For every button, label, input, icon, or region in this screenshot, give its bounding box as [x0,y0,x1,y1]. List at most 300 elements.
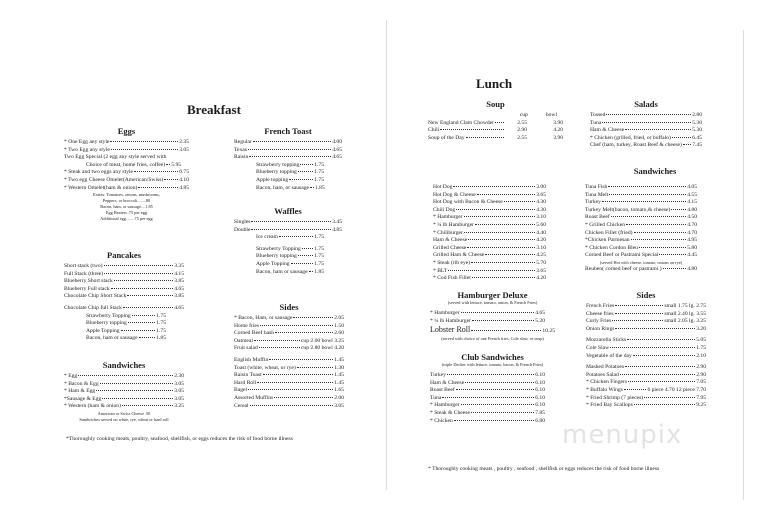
item-price: 3.05 [334,402,344,409]
soup-heading: Soup [486,99,505,109]
menu-item [64,139,189,147]
item-name: * Grilled Chicken [585,221,626,228]
item-name: Short stack (two) [64,263,103,269]
menu-item [590,127,702,135]
menu-item [64,388,184,396]
item-price: 4.55 [687,191,697,198]
dot-leader [464,232,535,233]
dot-leader [627,339,695,340]
menu-item [430,310,545,318]
menu-item [433,199,546,207]
dot-leader [164,179,178,180]
dot-leader [134,171,178,172]
menu-item [430,318,545,326]
item-name: Blueberry topping [256,253,297,260]
item-name: * Egg [64,373,78,379]
page-edge [743,30,744,500]
item-name: Toast (white, wheat, or rye) [234,364,296,371]
section-heading: Waffles [274,206,302,216]
menu-item [430,418,545,426]
dot-leader [602,122,691,123]
item-price: 1.85 [156,335,166,342]
item-name: Bagel [234,387,248,394]
item-price: 10.25 [542,328,555,335]
item-price: cup 2.00 bowl 3.25 [300,337,344,344]
menu-item [64,381,184,389]
menu-item [590,142,702,150]
item-name: Mozzarella Sticks [586,337,627,344]
menu-item [234,261,342,269]
item-name: * Hamburger [430,310,460,316]
dot-leader [250,405,334,406]
item-name: Corned Beef or Pastrami Special [585,252,659,259]
club-sandwiches-heading: Club Sandwiches [461,352,524,362]
section-heading: Pancakes [107,250,141,260]
item-name: * Chicken Cordon Bleu [585,244,638,251]
item-name: English Muffin [234,356,269,363]
dot-leader [453,186,535,187]
item-note: American or Swiss Cheese .50 [97,410,151,416]
item-price: cup 2.80 bowl 4.20 [300,345,344,352]
item-note: Sandwiches served on white, rye, wheat or hard roll [79,416,169,422]
dot-leader [259,347,300,348]
item-name: Chef (ham, turkey, Roast Beef & cheese) [590,142,682,149]
item-name: * Western Omelet(ham & onion) [64,184,138,191]
menu-item [64,177,189,185]
item-price: 6.10 [535,379,545,386]
dot-leader [123,307,173,308]
menu-item [234,169,342,177]
item-name: Cole Slaw [586,344,610,351]
item-price: 3.05 [174,395,184,402]
dot-leader [633,355,695,356]
item-price: 4.45 [687,252,697,259]
item-price: 1.75 [314,253,324,260]
item-price: 2.35 [179,139,189,145]
item-name: * Two Egg any style [64,146,110,153]
menu-item [234,372,344,380]
item-name: Apple Topping [256,260,290,267]
item-price: 4.70 [687,221,697,228]
menu-item [433,222,546,230]
item-price: 3.00 [536,184,546,190]
item-name: *Sausage & Egg [64,395,102,402]
menu-item [433,268,546,276]
cup-price: 2.55 [517,119,527,126]
dot-leader [634,232,687,233]
item-note: Egg Beaters .75 per egg [105,210,148,216]
menu-item [234,387,344,395]
dot-leader [127,295,173,296]
menu-item [234,234,342,242]
dot-leader [291,263,314,264]
item-price: 2.05 [334,315,344,321]
dot-leader [297,367,333,368]
item-name: Strawberry Topping [86,312,131,319]
dot-leader [671,209,686,210]
watermark: menupix [562,420,683,450]
item-name: * Chicken Fingers [586,379,628,386]
menu-item [64,328,184,336]
item-price: 1.75 [314,260,324,267]
item-name: * Chiliburger [433,229,463,236]
item-price: 3.85 [174,278,184,285]
section-heading: French Toast [264,126,312,136]
breakfast-sides-section [234,302,344,410]
dot-leader [254,340,300,341]
item-name: Turkey Melt(bacon, tomato,& cheese) [585,206,671,213]
dot-leader [602,201,686,202]
dot-leader [263,374,334,375]
item-price: 4.30 [536,206,546,213]
item-price: 6.10 [535,387,545,394]
item-price: 3.05 [179,146,189,153]
item-name: Mashed Potatoes [586,364,625,371]
item-price: 1.45 [334,379,344,386]
dot-leader [138,187,178,188]
item-name: Full Stack (three) [64,270,104,277]
dot-leader [609,194,686,195]
dot-leader [634,404,695,405]
menu-item [585,184,697,192]
item-price: 3.05 [174,388,184,395]
menu-item [234,365,344,373]
menu-item [430,402,545,410]
menu-item [433,192,546,200]
lunch-sides-section [586,290,706,410]
dot-leader [456,209,535,210]
item-price: 4.15 [174,270,184,277]
hamburger-deluxe-section [430,290,555,342]
dot-leader [625,366,695,367]
soup-item [428,135,563,143]
hamburger-deluxe-heading: Hamburger Deluxe [457,290,528,300]
item-price: 4.20 [536,237,546,244]
item-price: 2.90 [696,364,706,371]
item-price: 2.30 [174,373,184,379]
item-price: 1.75 [696,344,706,351]
menu-item [586,379,706,387]
cup-price: 2.55 [517,134,527,141]
item-name: Cheese fries [586,310,614,317]
dot-leader [257,382,333,383]
dot-leader [672,137,691,138]
item-name: * Steak and two eggs any style [64,169,133,176]
dot-leader [447,374,534,375]
item-name: Cereal [234,402,249,409]
lunch-footer-note: * Thoroughly cooking meats , poultry , seafood , shellfish or eggs reduces the risk of food borne illness [428,466,660,472]
item-name: Choice of meat, home fries, coffee) [86,161,166,168]
item-price: 1.75 [156,327,166,334]
menu-item [586,337,706,345]
menu-item [590,112,702,120]
item-name: Double [234,226,251,233]
item-name: * Western (ham & onion) [64,403,121,410]
section-heading: Eggs [117,126,136,136]
dot-leader [612,320,663,321]
dot-leader [659,254,686,255]
dot-leader [615,328,695,329]
item-name: Singles [234,219,251,225]
item-name: Potatoes Salad [586,371,619,378]
dot-leader [467,247,535,248]
menu-item [430,410,545,418]
item-name: Blueberry topping [256,169,297,176]
dot-leader [442,397,534,398]
item-price: 6.10 [535,402,545,409]
menu-item [585,266,697,274]
menu-item [234,380,344,388]
item-price: 4.70 [687,229,697,236]
menu-item [64,403,184,411]
lobster-roll-note: (served with choice of one French fries, Cole slaw, or soup) [441,336,544,342]
item-price: 5.95 [171,161,182,168]
item-price: 4.80 [687,265,697,272]
item-name: Ham & Cheese [433,237,468,244]
item-price: 4.00 [332,139,342,145]
item-name: Apple Topping [86,327,120,334]
bowl-price: 3.90 [553,134,563,141]
dot-leader [300,164,313,165]
dot-leader [122,405,173,406]
item-price: 4.65 [535,310,545,316]
menu-item [590,120,702,128]
menu-item [433,184,546,192]
dot-leader [456,389,535,390]
item-price: 1.75 [156,312,166,319]
dot-leader [471,412,534,413]
menu-item [585,214,697,222]
item-name: * Chicken (grilled, fried, or buffalo) [590,134,671,141]
item-name: * ¼ lb Hamburger [433,221,474,228]
menu-item [586,353,706,361]
bowl-column-header: bowl [545,112,557,118]
item-price: 3.05 [174,380,184,387]
menu-item [433,237,546,245]
dot-leader [78,375,173,376]
menu-item [430,395,545,403]
item-name: Chili Dog [433,206,456,213]
menu-item [234,246,342,254]
menu-item [234,253,342,261]
dot-leader [298,171,313,172]
item-name: Lobster Roll [430,325,471,335]
dot-leader [114,280,173,281]
sandwiches-heading: Sandwiches [633,166,677,176]
menu-item [433,245,546,253]
item-name: Curly Fries [586,318,612,325]
menu-item [433,252,546,260]
item-price: 7.05 [696,379,706,386]
menu-item [585,237,697,245]
item-name: * ¼ lb Hamburger [430,317,471,324]
menu-item [64,169,189,177]
menu-item [234,162,342,170]
menu-item [433,275,546,283]
menu-item [585,222,697,230]
item-name: Home fries [234,322,260,329]
dot-leader [475,224,535,225]
item-price: 6 piece 4.70 12 piece 7.70 [647,386,706,393]
item-name: Tuna [590,119,602,126]
item-name: Turkey [585,199,601,206]
bowl-price: 3.90 [553,119,563,126]
dot-leader [606,114,691,115]
item-price: 1.75 [314,234,324,241]
menu-item [585,199,697,207]
item-name: French Fries [586,303,615,309]
dot-leader [610,347,695,348]
item-name: Bacon, ham, or sausage [256,184,309,191]
item-price: 1.30 [334,364,344,371]
dot-leader [289,179,313,180]
dot-leader [466,137,504,138]
item-price: 1.75 [314,161,324,168]
item-price: 5.30 [692,119,702,126]
item-price: 3.10 [536,214,546,221]
french-toast-section [234,126,342,192]
item-name: Hot Dog [433,184,453,190]
dot-leader [298,255,313,256]
dot-leader [275,332,333,333]
item-name: Assorted Muffins [234,394,274,401]
item-name: Blueberry Full stack [64,285,110,292]
dot-leader [96,390,173,391]
dot-leader [472,277,535,278]
item-price: 3.10 [536,244,546,251]
menu-item [64,278,184,286]
item-price: 1.45 [334,356,344,363]
club-sandwiches-subtitle: (triple Decker with lettuce, tomato, bacon, & French Fries) [441,362,544,367]
soup-item [428,127,563,135]
item-name: * Buffalo Wings [586,386,623,393]
item-name: Ham & Cheese [590,127,625,134]
dot-leader [628,381,695,382]
item-price: 5.60 [536,221,546,228]
menu-item [586,345,706,353]
sandwiches-left-list [433,184,546,283]
item-name: * Chicken [430,417,453,424]
dot-leader [102,398,173,399]
breakfast-footer-note: *Thoroughly cooking meats, poultry, seafood, shellfish, or eggs reduces the risk of food borne illness [66,436,293,442]
menu-item [64,154,189,162]
item-price: 6.80 [535,417,545,424]
item-name: Grilled Cheese [433,244,467,251]
dot-leader [611,216,687,217]
dot-leader [139,337,156,338]
menu-item [234,154,342,162]
dot-leader [166,164,170,165]
dot-leader [472,320,534,321]
item-name: Strawberry topping [256,161,300,168]
item-name: Onion Rings [586,325,615,332]
item-name: Tuna Melt [585,191,609,198]
item-price: 4.50 [687,214,697,221]
item-price: 5.20 [535,317,545,324]
item-price: 3.85 [174,293,184,300]
menu-item [234,338,344,346]
menu-item [64,185,189,193]
item-price: 3.20 [696,325,706,332]
item-name: * Bacon, Ham, or sausage [234,315,293,321]
item-name: Turkey [430,372,446,378]
item-price: 1.45 [334,372,344,379]
dot-leader [128,322,155,323]
sandwiches-right-list [585,184,697,274]
dot-leader [111,149,178,150]
dot-leader [269,359,333,360]
cup-price: 2.90 [517,127,527,134]
item-price: 2.60 [334,330,344,337]
item-price: 6.75 [179,169,189,176]
dot-leader [461,312,535,313]
dot-leader [440,129,504,130]
dot-leader [620,374,695,375]
item-price: 4.85 [179,184,189,191]
item-price: 3.65 [536,267,546,274]
item-name: Hot Dog & Cheese [433,191,476,198]
dot-leader [683,144,691,145]
menu-item [585,252,697,260]
item-price: 4.15 [687,199,697,206]
item-name: Soup of the Day [428,134,465,141]
item-name: * BLT [433,267,448,274]
dot-leader [631,239,687,240]
item-name: Strawberry Topping [256,245,301,252]
item-price: 4.85 [332,226,342,233]
dot-leader [121,330,156,331]
item-price: 1.75 [156,320,166,327]
dot-leader [468,239,535,240]
section-heading: Salads [634,99,658,109]
item-note: Bacon, ham, or sausage....1.85 [100,204,153,210]
item-price: 3.45 [332,219,342,225]
lunch-title: Lunch [476,76,513,91]
item-price: 4.25 [536,252,546,259]
menu-item [64,162,189,170]
item-name: Hot Dog with Bacon & Cheese [433,199,503,206]
item-price: small 2.05 lg. 3.25 [664,318,706,325]
breakfast-title: Breakfast [187,102,241,117]
dot-leader [251,221,331,222]
item-price: 2.10 [696,352,706,359]
dot-leader [477,194,535,195]
item-price: 1.75 [314,245,324,252]
item-price: 3.35 [174,263,184,269]
soup-section [428,99,563,142]
menu-item [64,373,184,381]
item-name: Fruit salad [234,345,258,352]
menu-item [234,219,342,227]
dot-leader [454,420,534,421]
item-name: Corned Beef hash [234,330,275,337]
dot-leader [132,315,155,316]
salads-section [590,99,702,150]
menu-item [433,260,546,268]
section-heading: Sandwiches [102,360,146,370]
dot-leader [279,236,313,237]
item-price: small 2.40 lg. 3.55 [664,310,706,317]
menu-item [234,185,342,193]
item-name: * Ham & Egg [64,388,96,395]
cup-column-header: cup [519,112,528,118]
menu-item [64,293,184,301]
item-name: Bacon, ham or sausage [86,335,138,342]
menu-item [430,387,545,395]
menu-item [234,395,344,403]
menu-item [64,271,184,279]
item-price: 1.50 [334,322,344,329]
